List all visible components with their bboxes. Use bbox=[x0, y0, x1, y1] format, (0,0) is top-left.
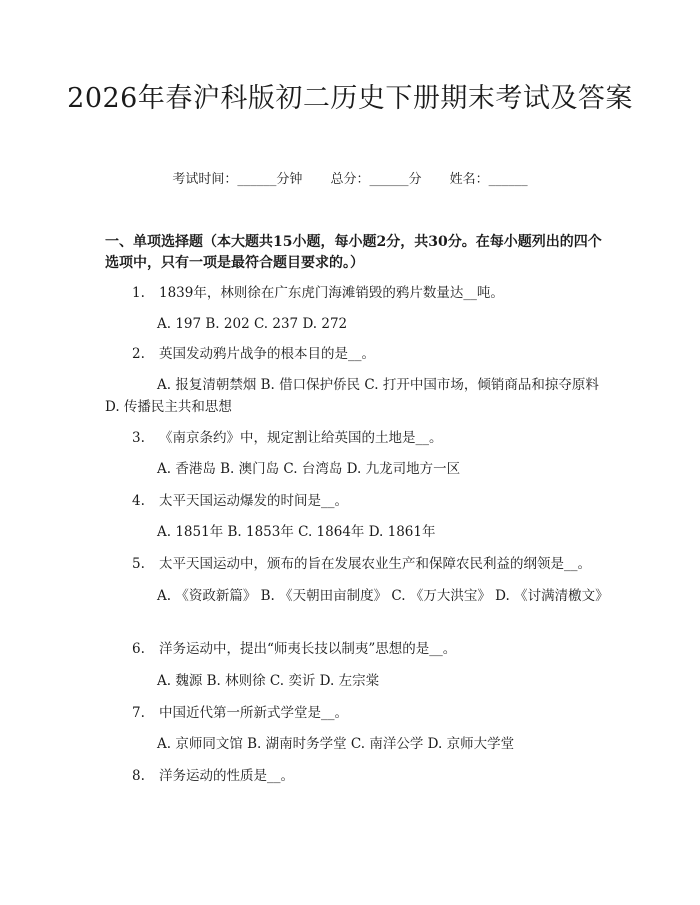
question-5-options: A. 《资政新篇》 B. 《天朝田亩制度》 C. 《万大洪宝》 D. 《讨满清檄文》 bbox=[157, 588, 609, 604]
question-text: 洋务运动中，提出“师夷长技以制夷”思想的是__。 bbox=[159, 641, 457, 657]
question-5 bbox=[132, 554, 612, 574]
question-8 bbox=[132, 766, 612, 786]
question-3 bbox=[132, 428, 612, 448]
question-1 bbox=[132, 283, 612, 303]
question-1-options: A. 197 B. 202 C. 237 D. 272 bbox=[157, 316, 348, 332]
question-text: 太平天国运动中，颁布的旨在发展农业生产和保障农民利益的纲领是__。 bbox=[159, 556, 591, 572]
exam-info-row bbox=[0, 168, 700, 187]
question-7 bbox=[132, 703, 612, 723]
question-4-options: A. 1851年 B. 1853年 C. 1864年 D. 1861年 bbox=[157, 524, 436, 540]
question-6 bbox=[132, 639, 612, 659]
question-number: 2. bbox=[132, 346, 145, 362]
name-field: 姓名：______ bbox=[449, 172, 528, 187]
question-number: 3. bbox=[132, 430, 145, 446]
question-number: 8. bbox=[132, 768, 145, 784]
question-3-options: A. 香港岛 B. 澳门岛 C. 台湾岛 D. 九龙司地方一区 bbox=[157, 461, 461, 477]
question-number: 1. bbox=[132, 285, 145, 301]
question-number: 5. bbox=[132, 556, 145, 572]
section-heading: 一、单项选择题（本大题共15小题，每小题2分，共30分。在每小题列出的四个选项中，只有一项是最符合题目要求的。） bbox=[105, 234, 602, 271]
question-number: 6. bbox=[132, 641, 145, 657]
question-2 bbox=[132, 344, 612, 364]
question-4 bbox=[132, 491, 612, 511]
question-text: 中国近代第一所新式学堂是__。 bbox=[159, 705, 348, 721]
question-7-options: A. 京师同文馆 B. 湖南时务学堂 C. 南洋公学 D. 京师大学堂 bbox=[157, 736, 515, 752]
question-text: 1839年，林则徐在广东虎门海滩销毁的鸦片数量达__吨。 bbox=[159, 285, 504, 301]
question-text: 英国发动鸦片战争的根本目的是__。 bbox=[159, 346, 375, 362]
question-number: 4. bbox=[132, 493, 145, 509]
question-text: 太平天国运动爆发的时间是__。 bbox=[159, 493, 348, 509]
page-title: 2026年春沪科版初二历史下册期末考试及答案 bbox=[67, 83, 633, 114]
question-6-options: A. 魏源 B. 林则徐 C. 奕䜣 D. 左宗棠 bbox=[157, 673, 380, 689]
exam-time-field: 考试时间：______分钟 bbox=[172, 172, 303, 187]
total-score-field: 总分：______分 bbox=[330, 172, 422, 187]
question-number: 7. bbox=[132, 705, 145, 721]
question-text: 《南京条约》中，规定割让给英国的土地是__。 bbox=[159, 430, 443, 446]
question-2-options: A. 报复清朝禁烟 B. 借口保护侨民 C. 打开中国市场，倾销商品和掠夺原料 D. 传播民主共和思想 bbox=[105, 377, 599, 415]
question-text: 洋务运动的性质是__。 bbox=[159, 768, 294, 784]
